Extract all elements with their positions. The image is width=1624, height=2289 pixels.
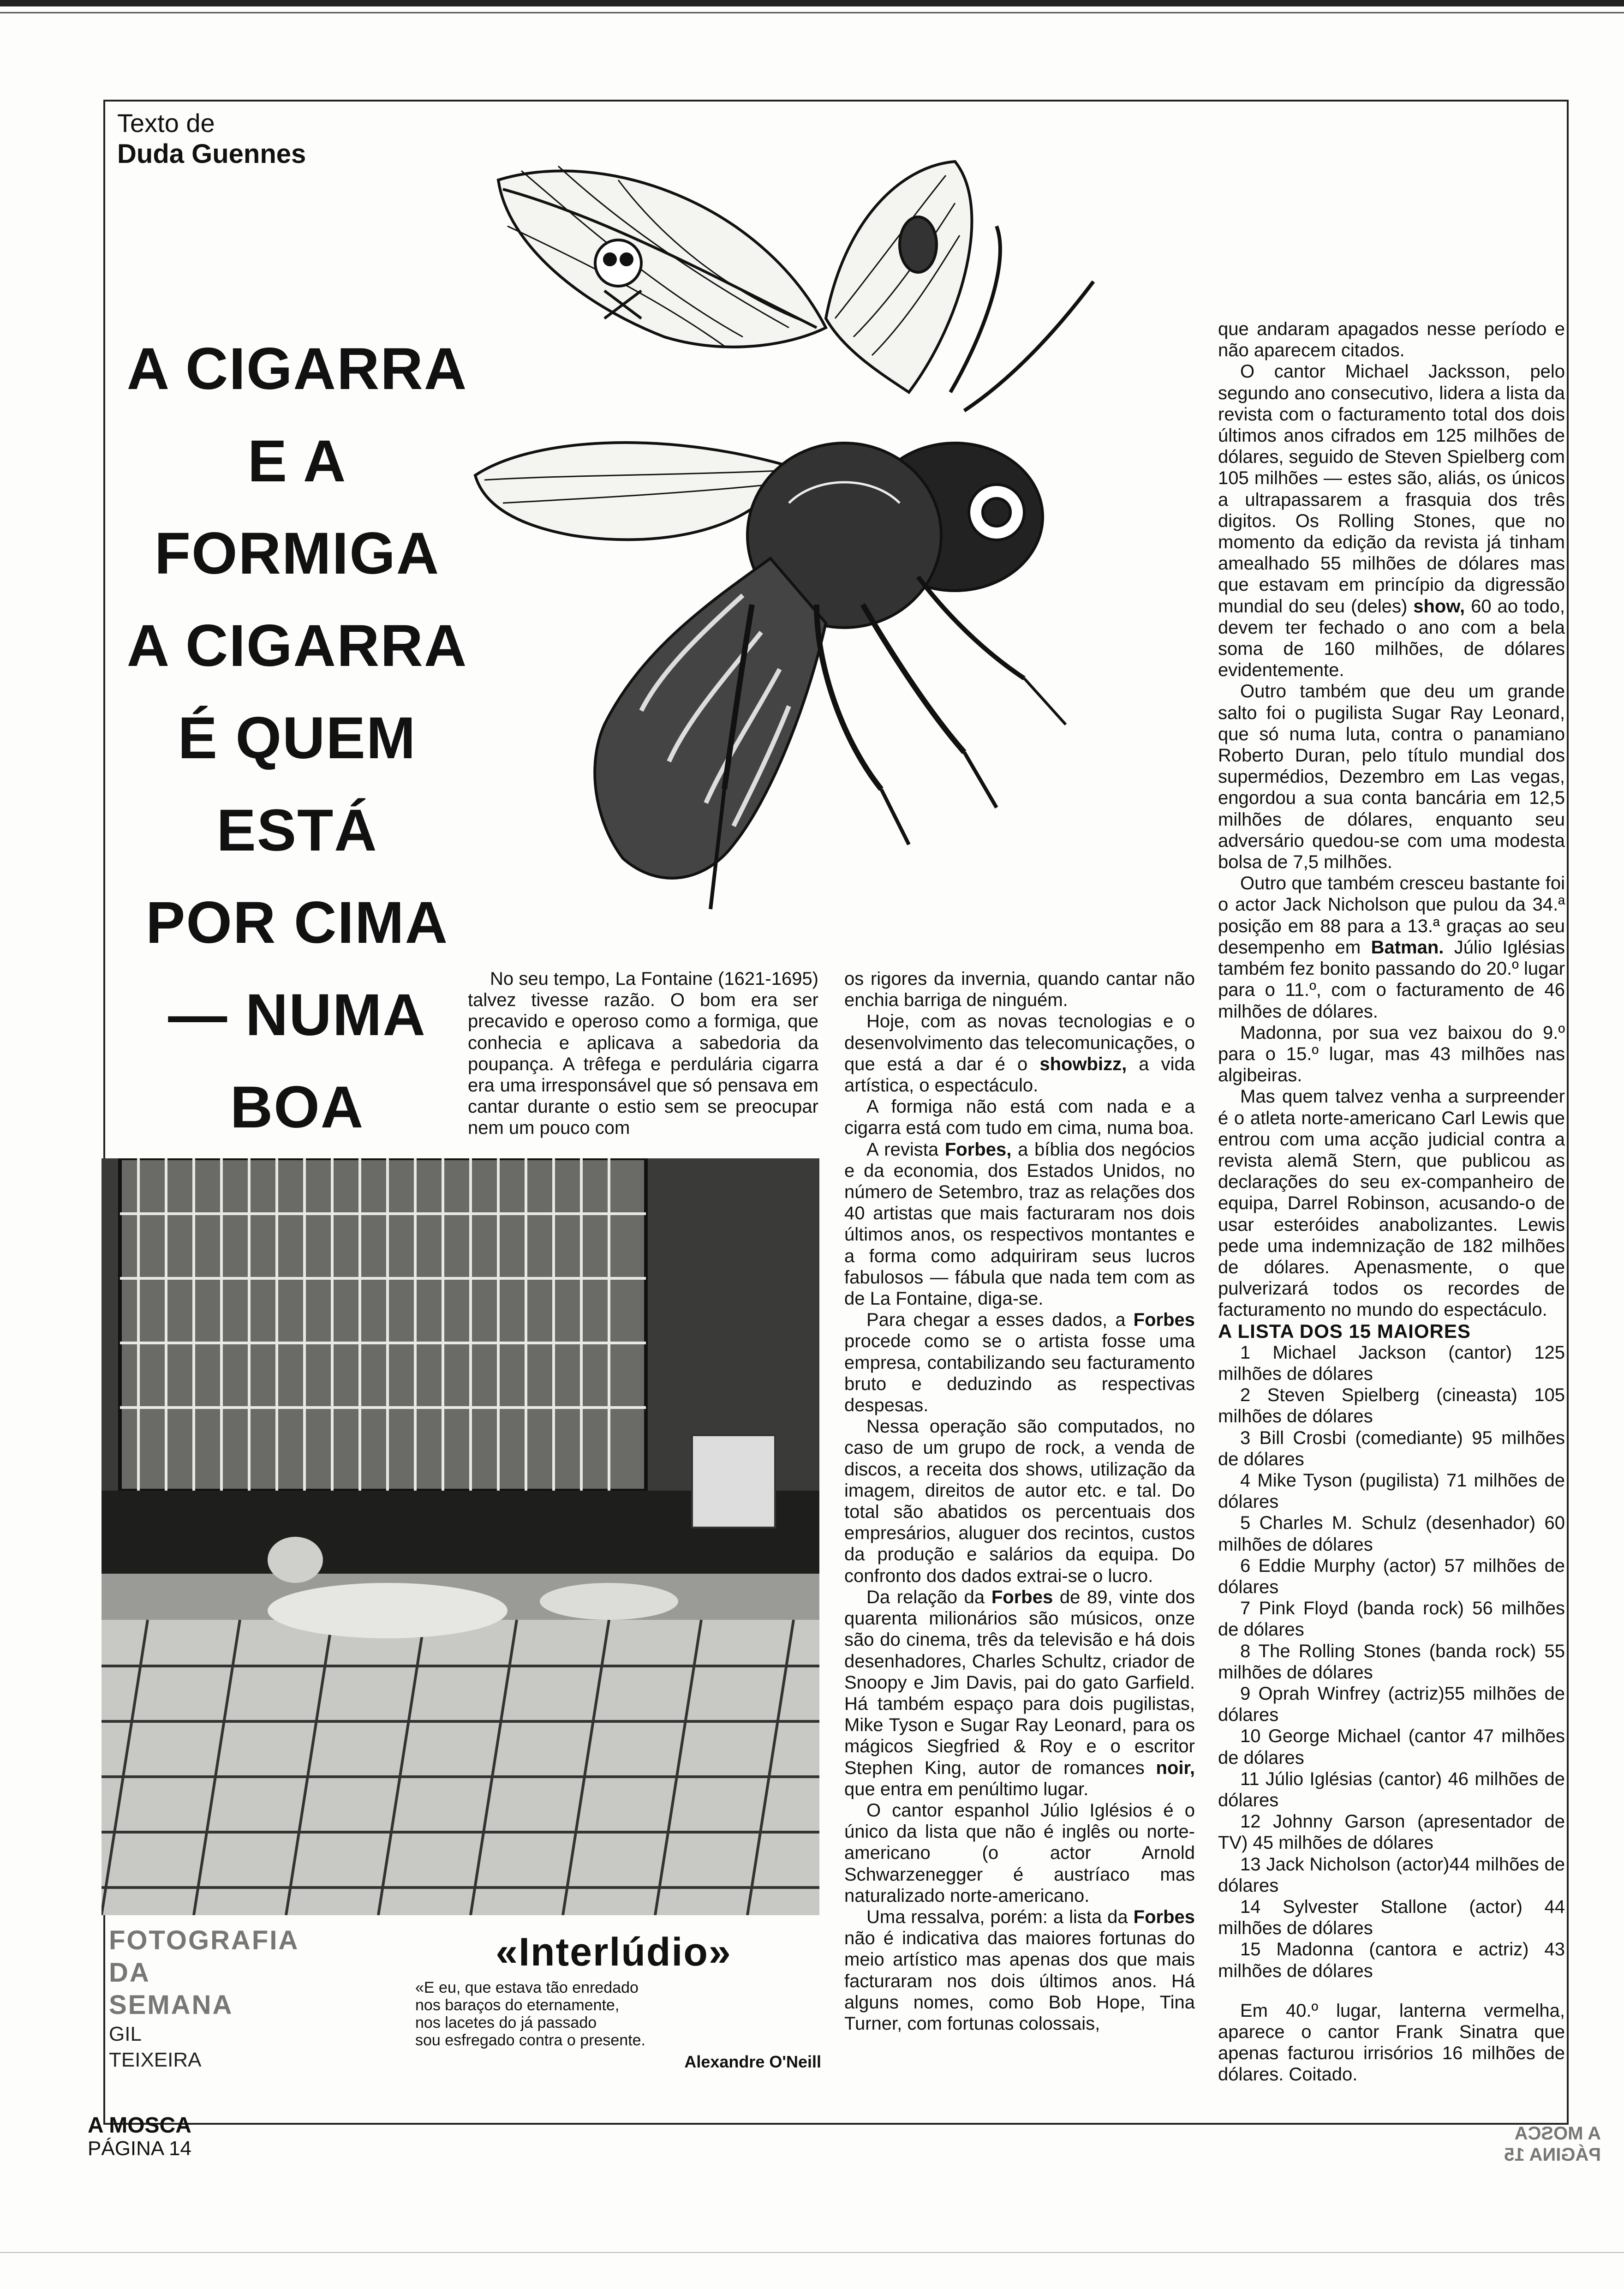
paragraph: Hoje, com as novas tecnologias e o desenvolvimento das telecomunicações, o que está a dar é o showbizz, a vida artística, o espectáculo.: [844, 1011, 1195, 1096]
article-column-1: [468, 968, 818, 1139]
poem-line: «E eu, que estava tão enredado: [415, 1979, 639, 1996]
publication-name: A MOSCA: [88, 2113, 191, 2138]
paragraph: Madonna, por sua vez baixou do 9.º para o 15.º lugar, mas 43 milhões nas algibeiras.: [1218, 1022, 1565, 1086]
paragraph: Outro que também cresceu bastante foi o actor Jack Nicholson que pulou da 34.ª posição em 88 para a 13.ª graças ao seu desempenho em Batman. Júlio Iglésias também fez bonito passando do 20.º lugar para o 11.º, com o facturamento de 46 milhões de dólares.: [1218, 873, 1565, 1022]
poem-line: sou esfregado contra o presente.: [415, 2031, 645, 2049]
headline: [108, 323, 486, 1154]
list-item: 8 The Rolling Stones (banda rock) 55 milhões de dólares: [1218, 1641, 1565, 1683]
list-item: 14 Sylvester Stallone (actor) 44 milhões de dólares: [1218, 1897, 1565, 1939]
headline-line: — NUMA: [168, 982, 426, 1048]
paragraph: Mas quem talvez venha a surpreender é o atleta norte-americano Carl Lewis que entrou com uma acção judicial contra a revista alemã Stern, que publicou as declarações do seu ex-companheiro de equipa, Darrel Robinson, acusando-o de usar esteróides anabolizantes. Lewis pede uma indemnização de 182 milhões de dólares. Apenasmente, o que pulverizará todos os recordes de facturamento no mundo do espectáculo.: [1218, 1086, 1565, 1320]
paragraph: os rigores da invernia, quando cantar não enchia barriga de ninguém.: [844, 969, 1195, 1011]
interludio-poem: [406, 1929, 821, 2072]
bleed-through-line: A MOSCA: [1514, 2123, 1601, 2144]
list-item: 5 Charles M. Schulz (desenhador) 60 milhões de dólares: [1218, 1513, 1565, 1555]
photographer-name: GIL: [109, 2023, 142, 2045]
headline-line: POR CIMA: [146, 890, 448, 956]
paragraph: que andaram apagados nesse período e não aparecem citados.: [1218, 319, 1565, 361]
paragraph: No seu tempo, La Fontaine (1621-1695) talvez tivesse razão. O bom era ser precavido e operoso como a formiga, que conhecia e aplicava a sabedoria da poupança. A trêfega e perdulária cigarra era uma irresponsável que só pensava em cantar durante o estio sem se preocupar nem um pouco com: [468, 969, 818, 1139]
paragraph: Da relação da Forbes de 89, vinte dos quarenta milionários são músicos, onze são do cinema, três da televisão e há dois desenhadores, Charles Schultz, criador de Snoopy e Jim Davis, pai do gato Garfield. Há também espaço para dois pugilistas, Mike Tyson e Sugar Ray Leonard, para os mágicos Siegfried & Roy e o escritor Stephen King, autor de romances noir, que entra em penúltimo lugar.: [844, 1587, 1195, 1799]
list-item: 4 Mike Tyson (pugilista) 71 milhões de dólares: [1218, 1470, 1565, 1512]
list-item: 7 Pink Floyd (banda rock) 56 milhões de dólares: [1218, 1598, 1565, 1640]
byline-prefix: Texto de: [117, 108, 215, 138]
photographer-surname: TEIXEIRA: [109, 2049, 202, 2071]
headline-line: BOA: [230, 1074, 364, 1140]
list-title: A LISTA DOS 15 MAIORES: [1218, 1320, 1471, 1342]
paragraph: Nessa operação são computados, no caso de um grupo de rock, a venda de discos, a receita dos shows, utilização da imagem, direitos de autor etc. e tal. Do total são abatidos os percentuais dos empresários, aluguer dos recintos, custos da produção e salários da equipa. Do confronto dos dados extrai-se o lucro.: [844, 1416, 1195, 1586]
paragraph: Uma ressalva, porém: a lista da Forbes não é indicativa das maiores fortunas do meio artístico mas apenas dos que mais facturaram nos dois últimos anos. Há alguns nomes, como Bob Hope, Tina Turner, com fortunas colossais,: [844, 1906, 1195, 2034]
top-border-thin: [0, 12, 1624, 13]
top-border: [0, 0, 1624, 6]
list-item: 3 Bill Crosbi (comediante) 95 milhões de dólares: [1218, 1427, 1565, 1469]
paragraph: Em 40.º lugar, lanterna vermelha, aparece o cantor Frank Sinatra que apenas facturou irrisórios 16 milhões de dólares. Coitado.: [1218, 2000, 1565, 2085]
list-item: 2 Steven Spielberg (cineasta) 105 milhões de dólares: [1218, 1385, 1565, 1427]
paragraph: A formiga não está com nada e a cigarra está com tudo em cima, numa boa.: [844, 1097, 1195, 1139]
paragraph: O cantor Michael Jacksson, pelo segundo ano consecutivo, lidera a lista da revista com o facturamento total dos dois últimos anos cifrados em 125 milhões de dólares, seguido de Steven Spielberg com 105 milhões — estes são, aliás, os únicos a ultrapassarem a frasquia dos três digitos. Os Rolling Stones, que no momento da edição da revista já tinham amealhado 55 milhões de dólares mas que estavam em princípio da digressão mundial do seu (deles) show, 60 ao todo, devem ter fechado o ano com a bela soma de 160 milhões, de dólares evidentemente.: [1218, 361, 1565, 681]
bleed-through-text: [1463, 2123, 1601, 2165]
poem-author: Alexandre O'Neill: [684, 2052, 821, 2071]
headline-line: É QUEM: [178, 705, 417, 771]
photo-credit: [109, 1924, 321, 2073]
page-number: PÁGINA 14: [88, 2137, 192, 2160]
photo-credit-line: DA: [109, 1958, 150, 1988]
headline-line: FORMIGA: [154, 521, 440, 587]
bottom-border: [0, 2252, 1624, 2253]
headline-line: A CIGARRA: [126, 336, 468, 402]
list-item: 12 Johnny Garson (apresentador de TV) 45 milhões de dólares: [1218, 1811, 1565, 1853]
paragraph: A revista Forbes, a bíblia dos negócios e da economia, dos Estados Unidos, no número de Setembro, traz as relações dos 40 artistas que mais facturaram nos dois últimos anos, os respectivos montantes e a forma como adquiriram seus lucros fabulosos — fábula que nada tem com as de La Fontaine, diga-se.: [844, 1139, 1195, 1309]
bleed-through-line: PÁGINA 15: [1504, 2145, 1601, 2165]
headline-line: ESTÁ: [216, 797, 378, 863]
photo-credit-line: FOTOGRAFIA: [109, 1925, 299, 1955]
list-item: 11 Júlio Iglésias (cantor) 46 milhões de dólares: [1218, 1768, 1565, 1811]
list-item: 10 George Michael (cantor 47 milhões de dólares: [1218, 1726, 1565, 1768]
headline-line: A CIGARRA: [126, 613, 468, 679]
photo-of-the-week: [102, 1158, 819, 1915]
list-item: 9 Oprah Winfrey (actriz)55 milhões de dólares: [1218, 1684, 1565, 1726]
poem-body: [415, 1979, 821, 2049]
page-footer: [88, 2114, 191, 2160]
paragraph: Para chegar a esses dados, a Forbes procede como se o artista fosse uma empresa, contabilizando seu facturamento bruto e deduzindo as respectivas despesas.: [844, 1310, 1195, 1416]
list-item: 1 Michael Jackson (cantor) 125 milhões de dólares: [1218, 1342, 1565, 1384]
photo-credit-line: SEMANA: [109, 1990, 233, 2020]
byline-author: Duda Guennes: [117, 139, 306, 169]
article-column-3: [1218, 318, 1565, 2085]
poem-title: «Interlúdio»: [496, 1930, 732, 1974]
article-column-2: [844, 968, 1195, 2034]
list-item: 13 Jack Nicholson (actor)44 milhões de dólares: [1218, 1854, 1565, 1896]
paragraph: Outro também que deu um grande salto foi o pugilista Sugar Ray Leonard, que só numa luta, contra o panamiano Roberto Duran, pelo título mundial dos supermédios, Dezembro em Las vegas, engordou a sua conta bancária em 12,5 milhões de dólares, enquanto seu adversário quedou-se com uma modesta bolsa de 7,5 milhões.: [1218, 681, 1565, 873]
cicada-illustration: [466, 152, 1167, 951]
headline-line: E A: [247, 428, 347, 494]
list-item: 6 Eddie Murphy (actor) 57 milhões de dólares: [1218, 1555, 1565, 1597]
poem-line: nos baraços do eternamente,: [415, 1996, 620, 2014]
poem-line: nos lacetes do já passado: [415, 2014, 597, 2031]
list-item: 15 Madonna (cantora e actriz) 43 milhões de dólares: [1218, 1939, 1565, 1981]
paragraph: O cantor espanhol Júlio Iglésios é o único da lista que não é inglês ou norte-americano (o actor Arnold Schwarzenegger é austríaco mas naturalizado norte-americano.: [844, 1800, 1195, 1906]
